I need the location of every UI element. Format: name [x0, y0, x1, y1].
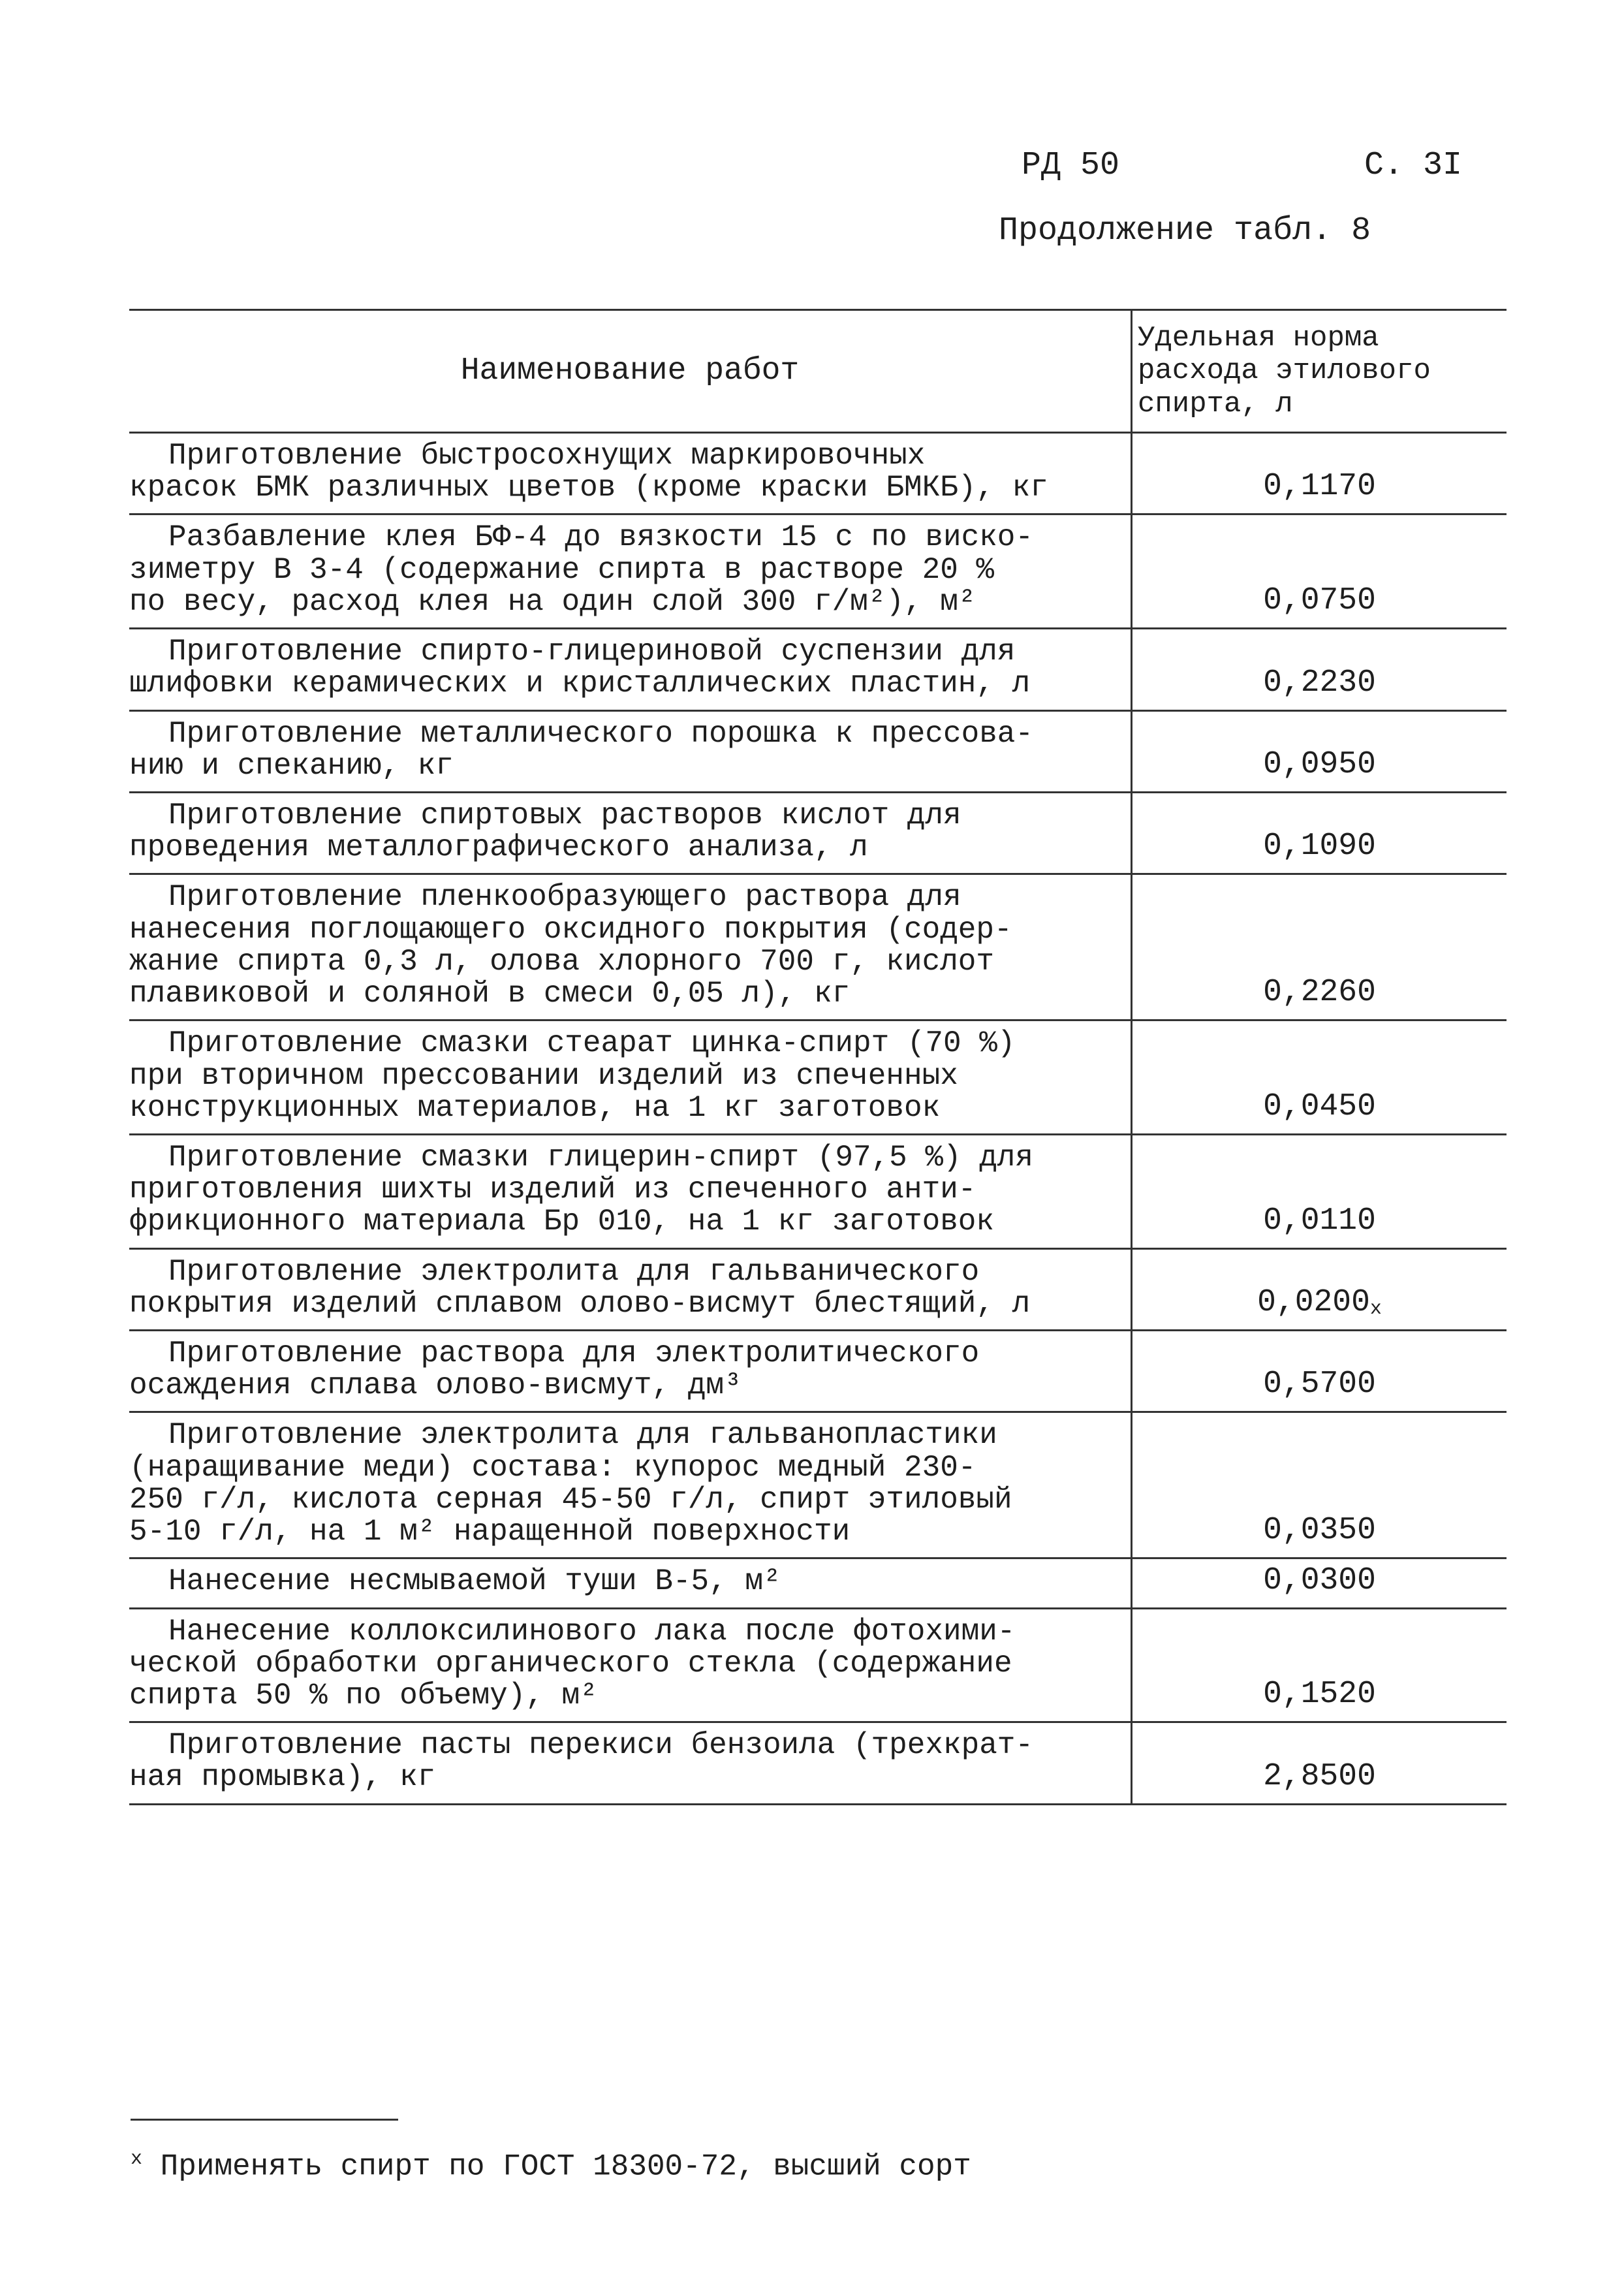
table-row: [129, 793, 1507, 875]
norm-value-cell: [1132, 1250, 1507, 1329]
table-continuation-title: Продолжение табл. 8: [999, 212, 1371, 249]
work-name-line: 5-10 г/л, на 1 м² наращенной поверхности: [129, 1515, 851, 1549]
table-row: [129, 712, 1507, 793]
footnote-text: Применять спирт по ГОСТ 18300-72, высший сорт: [160, 2149, 971, 2184]
table-row: [129, 1559, 1507, 1609]
work-name-line: Приготовление пленкообразующего раствора для: [168, 880, 961, 915]
work-name-line: по весу, расход клея на один слой 300 г/м²), м²: [129, 584, 976, 619]
norm-value: 0,0110: [1263, 1203, 1376, 1239]
work-name-line: проведения металлографического анализа, л: [129, 830, 868, 865]
norm-value-cell: [1132, 793, 1507, 873]
table-header-row: [129, 311, 1507, 434]
norm-value: 0,0200: [1257, 1285, 1370, 1321]
norm-value-cell: [1132, 1559, 1507, 1607]
work-name-cell: [129, 1413, 1132, 1557]
work-name-line: (наращивание меди) состава: купорос медный 230-: [129, 1450, 976, 1485]
work-name-line: Приготовление пасты перекиси бензоила (трехкрат-: [168, 1728, 1034, 1763]
norm-value: 0,0950: [1263, 746, 1376, 782]
work-name-line: Приготовление смазки глицерин-спирт (97,5 %) для: [168, 1140, 1034, 1175]
work-name-cell: [129, 1559, 1132, 1607]
work-name-line: конструкционных материалов, на 1 кг заготовок: [129, 1090, 941, 1125]
table-body: [129, 434, 1507, 1805]
norm-value: 0,0300: [1263, 1562, 1376, 1598]
norm-value-cell: [1132, 629, 1507, 709]
work-name-line: Приготовление электролита для гальванического: [168, 1254, 980, 1289]
column-header-norm-line: расхода этилового: [1138, 355, 1431, 388]
work-name-cell: [129, 712, 1132, 791]
footnote-mark: x: [131, 2148, 143, 2170]
norm-value: 0,1520: [1263, 1677, 1376, 1713]
table-row: [129, 1723, 1507, 1805]
work-name-line: красок БМК различных цветов (кроме краски БМКБ), кг: [129, 471, 1048, 505]
footnote-reference-mark: x: [1369, 1298, 1382, 1321]
work-name-cell: [129, 1021, 1132, 1133]
table-row: [129, 1331, 1507, 1413]
table-row: [129, 875, 1507, 1021]
column-header-norm-line: Удельная норма: [1138, 321, 1379, 355]
norm-value: 0,2230: [1263, 665, 1376, 701]
work-name-cell: [129, 1135, 1132, 1248]
footnote: [131, 2148, 971, 2183]
work-name-line: Приготовление быстросохнущих маркировочных: [168, 439, 926, 473]
work-name-line: 250 г/л, кислота серная 45-50 г/л, спирт этиловый: [129, 1482, 1012, 1517]
table-row: [129, 434, 1507, 515]
work-name-cell: [129, 629, 1132, 709]
norm-value: 0,0350: [1263, 1513, 1376, 1549]
table-row: [129, 515, 1507, 629]
work-name-line: Приготовление металлического порошка к прессова-: [168, 716, 1034, 751]
work-name-cell: [129, 875, 1132, 1019]
table-row: [129, 1413, 1507, 1559]
norms-table: [129, 309, 1507, 1805]
work-name-line: приготовления шихты изделий из спеченного анти-: [129, 1173, 976, 1207]
norm-value: 0,2260: [1263, 975, 1376, 1011]
norm-value: 0,5700: [1263, 1367, 1376, 1402]
norm-value: 0,1170: [1263, 469, 1376, 505]
work-name-cell: [129, 1250, 1132, 1329]
work-name-line: зиметру В 3-4 (содержание спирта в растворе 20 %: [129, 552, 995, 587]
column-header-norm: [1132, 311, 1507, 432]
work-name-line: осаждения сплава олово-висмут, дм³: [129, 1368, 742, 1403]
work-name-line: Нанесение коллоксилинового лака после фотохими-: [168, 1614, 1016, 1649]
work-name-line: нию и спеканию, кг: [129, 748, 454, 783]
work-name-line: при вторичном прессовании изделий из спеченных: [129, 1058, 958, 1093]
work-name-cell: [129, 434, 1132, 513]
work-name-line: ная промывка), кг: [129, 1760, 436, 1795]
norm-value-cell: [1132, 1609, 1507, 1722]
norm-value-cell: [1132, 1723, 1507, 1803]
work-name-line: нанесения поглощающего оксидного покрытия (содер-: [129, 912, 1012, 947]
work-name-line: Приготовление смазки стеарат цинка-спирт (70 %): [168, 1026, 1016, 1061]
work-name-line: Нанесение несмываемой туши В-5, м²: [168, 1564, 781, 1599]
work-name-line: шлифовки керамических и кристаллических пластин, л: [129, 667, 1031, 701]
norm-value-cell: [1132, 434, 1507, 513]
document-code: РД 50: [1022, 147, 1120, 184]
column-header-name: Наименование работ: [129, 311, 1132, 432]
work-name-line: Приготовление раствора для электролитического: [168, 1336, 980, 1371]
work-name-line: покрытия изделий сплавом олово-висмут блестящий, л: [129, 1286, 1031, 1321]
norm-value-cell: [1132, 1413, 1507, 1557]
work-name-cell: [129, 1331, 1132, 1411]
work-name-cell: [129, 515, 1132, 627]
norm-value: 2,8500: [1263, 1758, 1376, 1794]
table-row: [129, 1250, 1507, 1331]
norm-value: 0,0450: [1263, 1088, 1376, 1124]
column-header-norm-line: спирта, л: [1138, 387, 1293, 420]
table-row: [129, 1021, 1507, 1135]
norm-value: 0,1090: [1263, 829, 1376, 864]
work-name-line: плавиковой и соляной в смеси 0,05 л), кг: [129, 977, 851, 1011]
norm-value-cell: [1132, 712, 1507, 791]
footnote-divider: [131, 2119, 398, 2121]
norm-value-cell: [1132, 1331, 1507, 1411]
work-name-cell: [129, 1609, 1132, 1722]
work-name-line: ческой обработки органического стекла (содержание: [129, 1646, 1012, 1681]
work-name-cell: [129, 1723, 1132, 1803]
norm-value-cell: [1132, 1135, 1507, 1248]
work-name-line: жание спирта 0,3 л, олова хлорного 700 г, кислот: [129, 944, 995, 979]
norm-value-cell: [1132, 1021, 1507, 1133]
work-name-line: спирта 50 % по объему), м²: [129, 1679, 598, 1713]
table-row: [129, 629, 1507, 711]
work-name-line: Приготовление спирто-глицериновой суспензии для: [168, 635, 1016, 669]
work-name-cell: [129, 793, 1132, 873]
norm-value: 0,0750: [1263, 583, 1376, 619]
work-name-line: фрикционного материала Бр 010, на 1 кг заготовок: [129, 1205, 995, 1239]
page-number: С. 3I: [1364, 147, 1463, 184]
work-name-line: Приготовление спиртовых растворов кислот для: [168, 798, 961, 832]
norm-value-cell: [1132, 515, 1507, 627]
table-row: [129, 1609, 1507, 1724]
work-name-line: Приготовление электролита для гальванопластики: [168, 1418, 997, 1453]
norm-value-cell: [1132, 875, 1507, 1019]
table-row: [129, 1135, 1507, 1250]
work-name-line: Разбавление клея БФ-4 до вязкости 15 с по виско-: [168, 520, 1034, 555]
